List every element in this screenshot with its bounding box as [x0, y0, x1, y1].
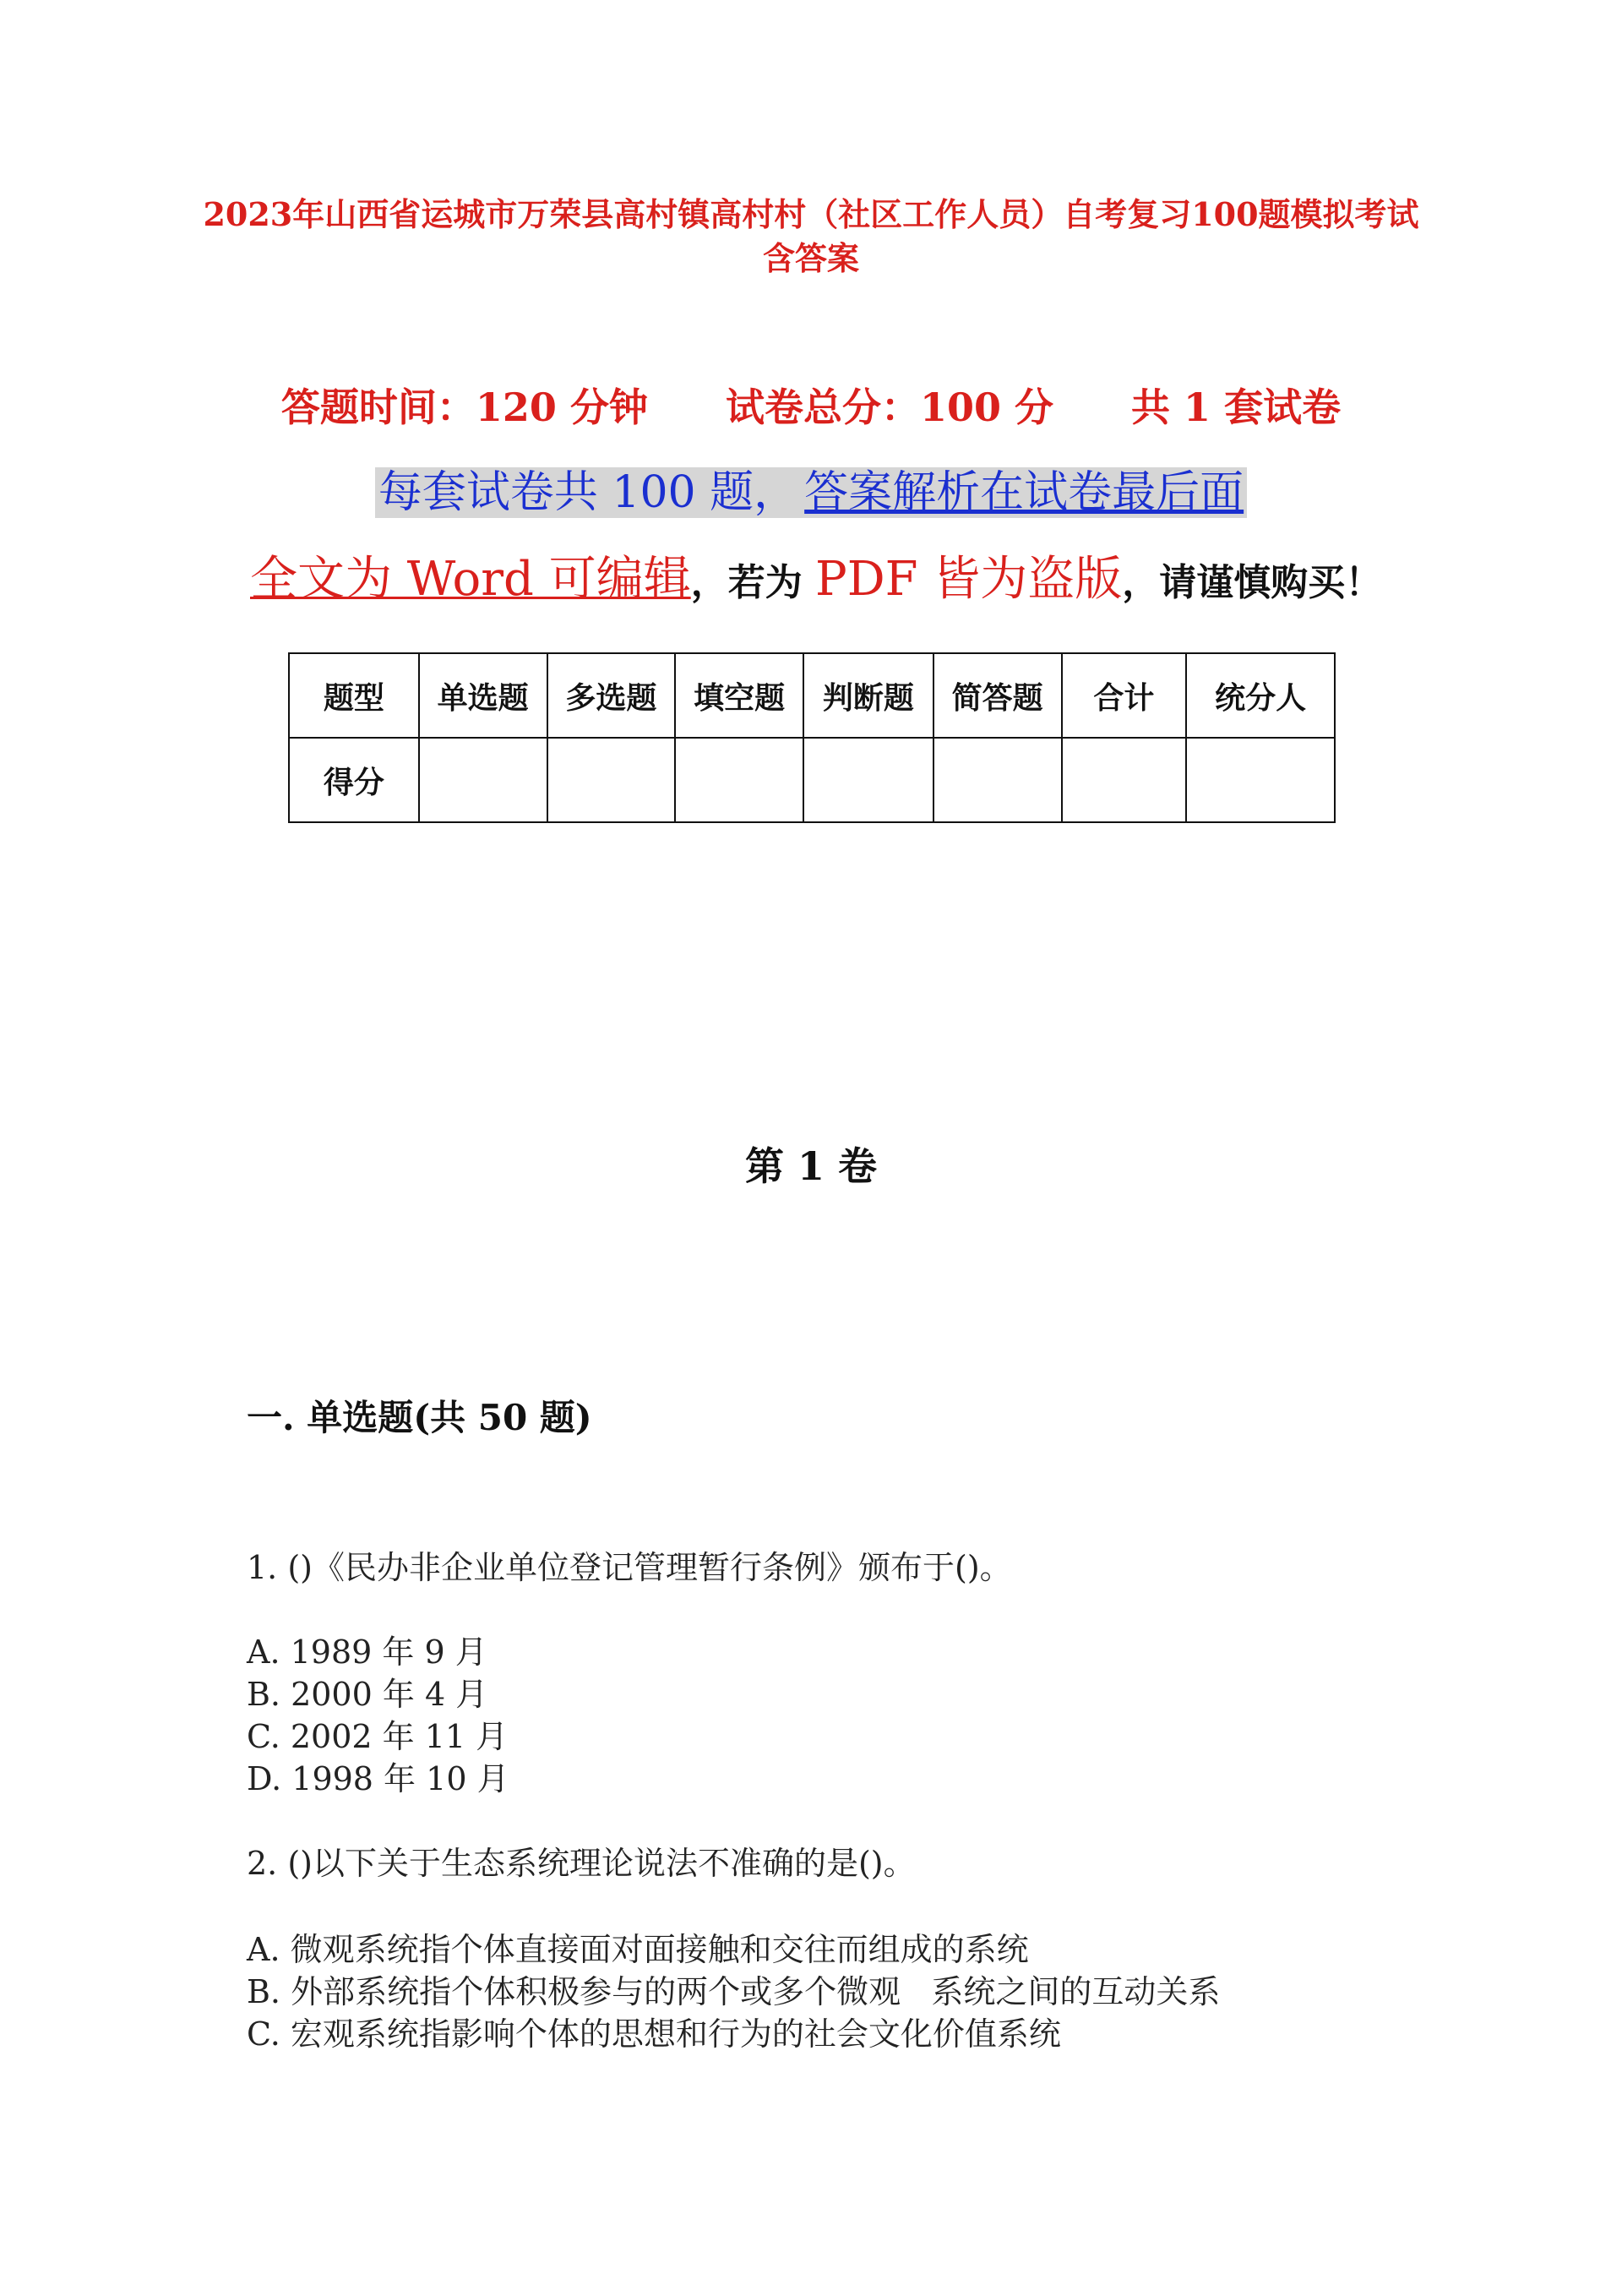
question-1-option-d: D. 1998 年 10 月 — [247, 1760, 509, 1797]
score-row-label: 得分 — [289, 738, 419, 822]
table-header-cell: 单选题 — [419, 653, 547, 738]
exam-meta — [0, 382, 1622, 433]
word-editable-text: 全文为 Word 可编辑 — [250, 552, 691, 607]
document-title: 2023年山西省运城市万荣县高村镇高村村（社区工作人员）自考复习100题模拟考试含答案 — [203, 195, 1419, 277]
table-header-cell: 统分人 — [1186, 653, 1335, 738]
exam-set-count: 共 1 套试卷 — [1131, 384, 1342, 430]
question-1-option-c: C. 2002 年 11 月 — [247, 1718, 509, 1755]
score-cell — [1186, 738, 1335, 822]
question-2-option-a: A. 微观系统指个体直接面对面接触和交往而组成的系统 — [247, 1931, 1029, 1968]
table-header-cell: 题型 — [289, 653, 419, 738]
question-2-option-b: B. 外部系统指个体积极参与的两个或多个微观 系统之间的互动关系 — [247, 1973, 1221, 2010]
question-2-option-c: C. 宏观系统指影响个体的思想和行为的社会文化价值系统 — [247, 2015, 1061, 2053]
piracy-text-2: ，请谨慎购买！ — [1122, 561, 1383, 604]
question-2-text: 2. ()以下关于生态系统理论说法不准确的是()。 — [247, 1845, 916, 1882]
question-count-notice: 每套试卷共 100 题， — [375, 467, 801, 518]
volume-title: 第 1 卷 — [744, 1143, 878, 1189]
table-header-cell: 合计 — [1062, 653, 1187, 738]
score-cell — [933, 738, 1062, 822]
question-1-text: 1. ()《民办非企业单位登记管理暂行条例》颁布于()。 — [247, 1549, 1012, 1586]
section-title: 一. 单选题(共 50 题) — [247, 1397, 592, 1438]
score-table-header — [289, 653, 1335, 738]
exam-time: 答题时间：120 分钟 — [280, 384, 648, 430]
table-header-cell: 填空题 — [675, 653, 803, 738]
exam-total-score: 试卷总分：100 分 — [725, 384, 1054, 430]
pdf-piracy-text: PDF 皆为盗版 — [815, 552, 1123, 607]
question-1-option-b: B. 2000 年 4 月 — [247, 1676, 488, 1713]
score-cell — [419, 738, 547, 822]
answer-location-notice: 答案解析在试卷最后面 — [801, 467, 1247, 518]
question-1-option-a: A. 1989 年 9 月 — [247, 1633, 487, 1671]
score-cell — [547, 738, 676, 822]
score-table-row — [289, 738, 1335, 822]
answer-notice — [0, 465, 1622, 521]
table-header-cell: 判断题 — [803, 653, 933, 738]
piracy-notice — [250, 549, 1382, 614]
score-table — [288, 652, 1336, 823]
table-header-cell: 简答题 — [933, 653, 1062, 738]
table-header-cell: 多选题 — [547, 653, 676, 738]
score-cell — [675, 738, 803, 822]
score-cell — [1062, 738, 1187, 822]
piracy-text-1: ，若为 — [690, 561, 816, 604]
score-cell — [803, 738, 933, 822]
